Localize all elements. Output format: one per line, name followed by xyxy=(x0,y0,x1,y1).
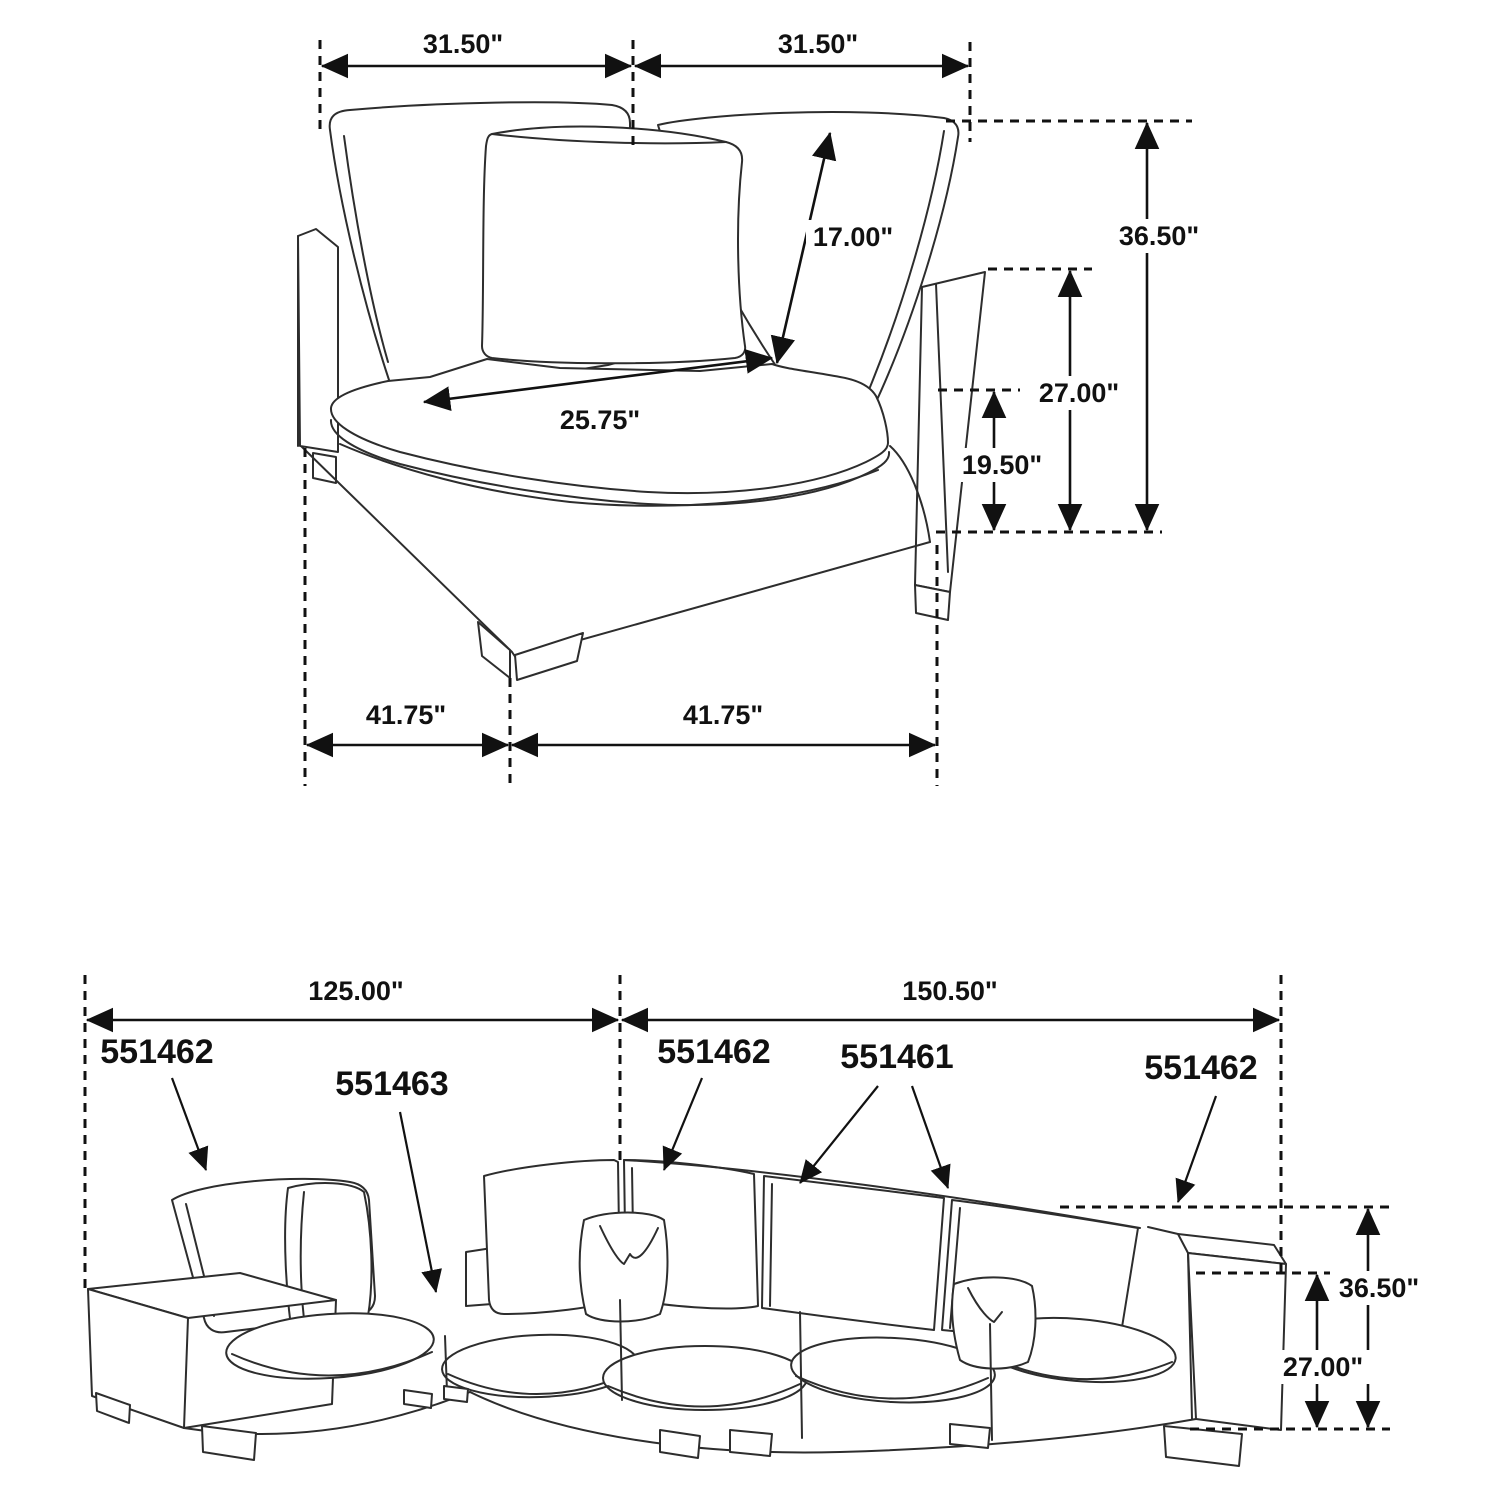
dim-sect-overall-height: 36.50" xyxy=(1338,1273,1420,1303)
dim-base-width-left: 41.75" xyxy=(365,700,447,730)
sect-foot xyxy=(660,1430,700,1458)
chair-front-foot-left xyxy=(478,622,510,678)
sect-foot xyxy=(202,1426,256,1460)
dim-overall-height: 36.50" xyxy=(1118,221,1200,251)
dim-right-section-width: 150.50" xyxy=(902,976,998,1006)
top-diagram-corner-chair xyxy=(298,29,1206,786)
sku-label-551462-mid: 551462 xyxy=(657,1033,771,1071)
dim-seat-height: 19.50" xyxy=(961,450,1043,480)
chair-pillow xyxy=(482,127,745,364)
dim-left-section-width: 125.00" xyxy=(308,976,404,1006)
sectional-art xyxy=(88,1160,1286,1466)
sku-label-551462-left: 551462 xyxy=(100,1033,214,1071)
sect-foot xyxy=(444,1386,468,1402)
dim-back-cushion-height: 17.00" xyxy=(812,222,894,252)
callout-arrow-551462-right xyxy=(1178,1096,1216,1202)
sect-foot xyxy=(950,1424,990,1448)
sku-label-551462-right: 551462 xyxy=(1144,1049,1258,1087)
callout-arrow-551461-a xyxy=(800,1086,878,1183)
sect-right-arm-inner xyxy=(1148,1227,1192,1419)
dim-seat-depth: 25.75" xyxy=(559,405,641,435)
dim-sect-arm-height: 27.00" xyxy=(1282,1352,1364,1382)
sect-right-arm-front xyxy=(1188,1253,1286,1430)
sect-foot xyxy=(730,1430,772,1456)
dim-base-width-right: 41.75" xyxy=(682,700,764,730)
sku-label-551463: 551463 xyxy=(335,1065,449,1103)
sect-base-right xyxy=(470,1392,1196,1453)
chair-left-rail xyxy=(298,229,338,452)
bottom-diagram-sectional xyxy=(85,975,1426,1466)
sect-seat-3 xyxy=(603,1346,807,1410)
sect-back-cushion-4 xyxy=(762,1176,944,1330)
callout-arrow-551462-mid xyxy=(664,1078,702,1170)
callout-arrow-551461-b xyxy=(912,1086,948,1188)
sect-foot xyxy=(1164,1426,1242,1466)
sect-pillow-corner xyxy=(580,1213,668,1322)
sect-pillow-right xyxy=(952,1277,1035,1368)
chair-right-foot xyxy=(915,585,950,620)
sect-foot xyxy=(404,1390,432,1408)
sku-labels xyxy=(100,1033,1257,1103)
corner-chair-art xyxy=(298,102,985,680)
dim-arm-height: 27.00" xyxy=(1038,378,1120,408)
chair-front-foot-right xyxy=(515,633,583,680)
callout-arrow-551463 xyxy=(400,1112,436,1292)
dim-back-width-left: 31.50" xyxy=(422,29,504,59)
callout-arrow-551462-left xyxy=(172,1078,206,1170)
dim-back-width-right: 31.50" xyxy=(777,29,859,59)
sku-label-551461: 551461 xyxy=(840,1038,954,1076)
